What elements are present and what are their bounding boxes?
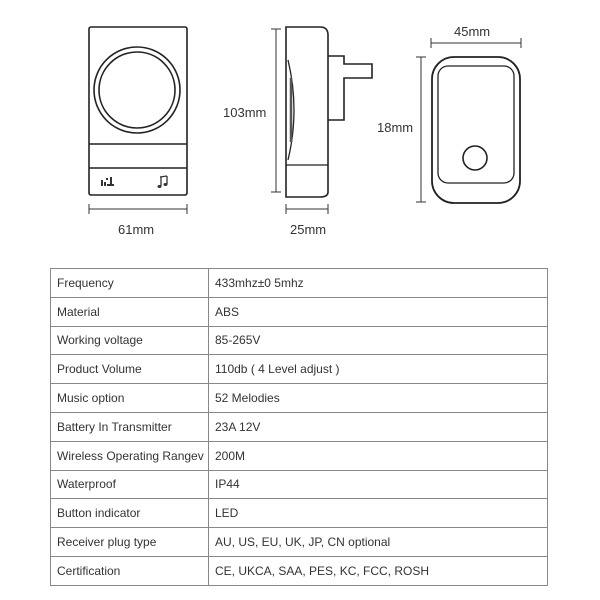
volume-bars-icon: [101, 177, 114, 186]
spec-row-wireless-range: [51, 441, 548, 470]
width-dimension-line: [89, 204, 187, 214]
spec-value: IP44: [209, 470, 548, 499]
spec-row-waterproof: [51, 470, 548, 499]
button-width-label: 45mm: [454, 24, 491, 39]
spec-value: 200M: [209, 441, 548, 470]
spec-label: Battery In Transmitter: [51, 412, 209, 441]
receiver-front-view: [89, 27, 187, 195]
spec-label: Certification: [51, 556, 209, 585]
receiver-width-label: 61mm: [118, 222, 155, 237]
music-note-icon: [158, 176, 168, 188]
button-outer-shell: [432, 57, 520, 203]
spec-value: 52 Melodies: [209, 384, 548, 413]
receiver-speaker-outer-ring: [94, 47, 180, 133]
spec-label: Waterproof: [51, 470, 209, 499]
spec-row-product-volume: [51, 355, 548, 384]
spec-value: 110db ( 4 Level adjust ): [209, 355, 548, 384]
receiver-side-outline: [286, 27, 328, 197]
spec-label: Music option: [51, 384, 209, 413]
plug-prong: [328, 56, 372, 120]
height-dimension-line: [271, 29, 281, 192]
spec-value: CE, UKCA, SAA, PES, KC, FCC, ROSH: [209, 556, 548, 585]
spec-row-certification: [51, 556, 548, 585]
wireless-button-view: [432, 57, 520, 203]
dimension-drawing: [0, 0, 600, 250]
spec-value: 23A 12V: [209, 412, 548, 441]
spec-row-frequency: [51, 269, 548, 298]
button-height-dimension-line: [416, 57, 426, 202]
spec-row-music-option: [51, 384, 548, 413]
button-height-label: 18mm: [377, 120, 414, 135]
spec-label: Receiver plug type: [51, 528, 209, 557]
spec-label: Button indicator: [51, 499, 209, 528]
spec-row-button-indicator: [51, 499, 548, 528]
spec-label: Wireless Operating Rangev: [51, 441, 209, 470]
spec-row-material: [51, 297, 548, 326]
button-face: [438, 66, 514, 183]
button-push-circle: [463, 146, 487, 170]
receiver-side-view: [286, 27, 372, 197]
spec-value: ABS: [209, 297, 548, 326]
spec-value: LED: [209, 499, 548, 528]
spec-label: Product Volume: [51, 355, 209, 384]
spec-label: Material: [51, 297, 209, 326]
spec-label: Working voltage: [51, 326, 209, 355]
spec-label: Frequency: [51, 269, 209, 298]
spec-rows: [51, 269, 548, 586]
receiver-speaker-inner-ring: [99, 52, 175, 128]
button-width-dimension-line: [431, 38, 521, 48]
specification-table: [50, 268, 548, 586]
depth-dimension-line: [286, 204, 328, 214]
spec-value: AU, US, EU, UK, JP, CN optional: [209, 528, 548, 557]
receiver-height-label: 103mm: [223, 105, 267, 120]
spec-value: 85-265V: [209, 326, 548, 355]
spec-row-battery: [51, 412, 548, 441]
spec-value: 433mhz±0 5mhz: [209, 269, 548, 298]
spec-row-plug-type: [51, 528, 548, 557]
spec-row-working-voltage: [51, 326, 548, 355]
receiver-depth-label: 25mm: [290, 222, 327, 237]
product-dimension-diagram: [0, 0, 600, 250]
